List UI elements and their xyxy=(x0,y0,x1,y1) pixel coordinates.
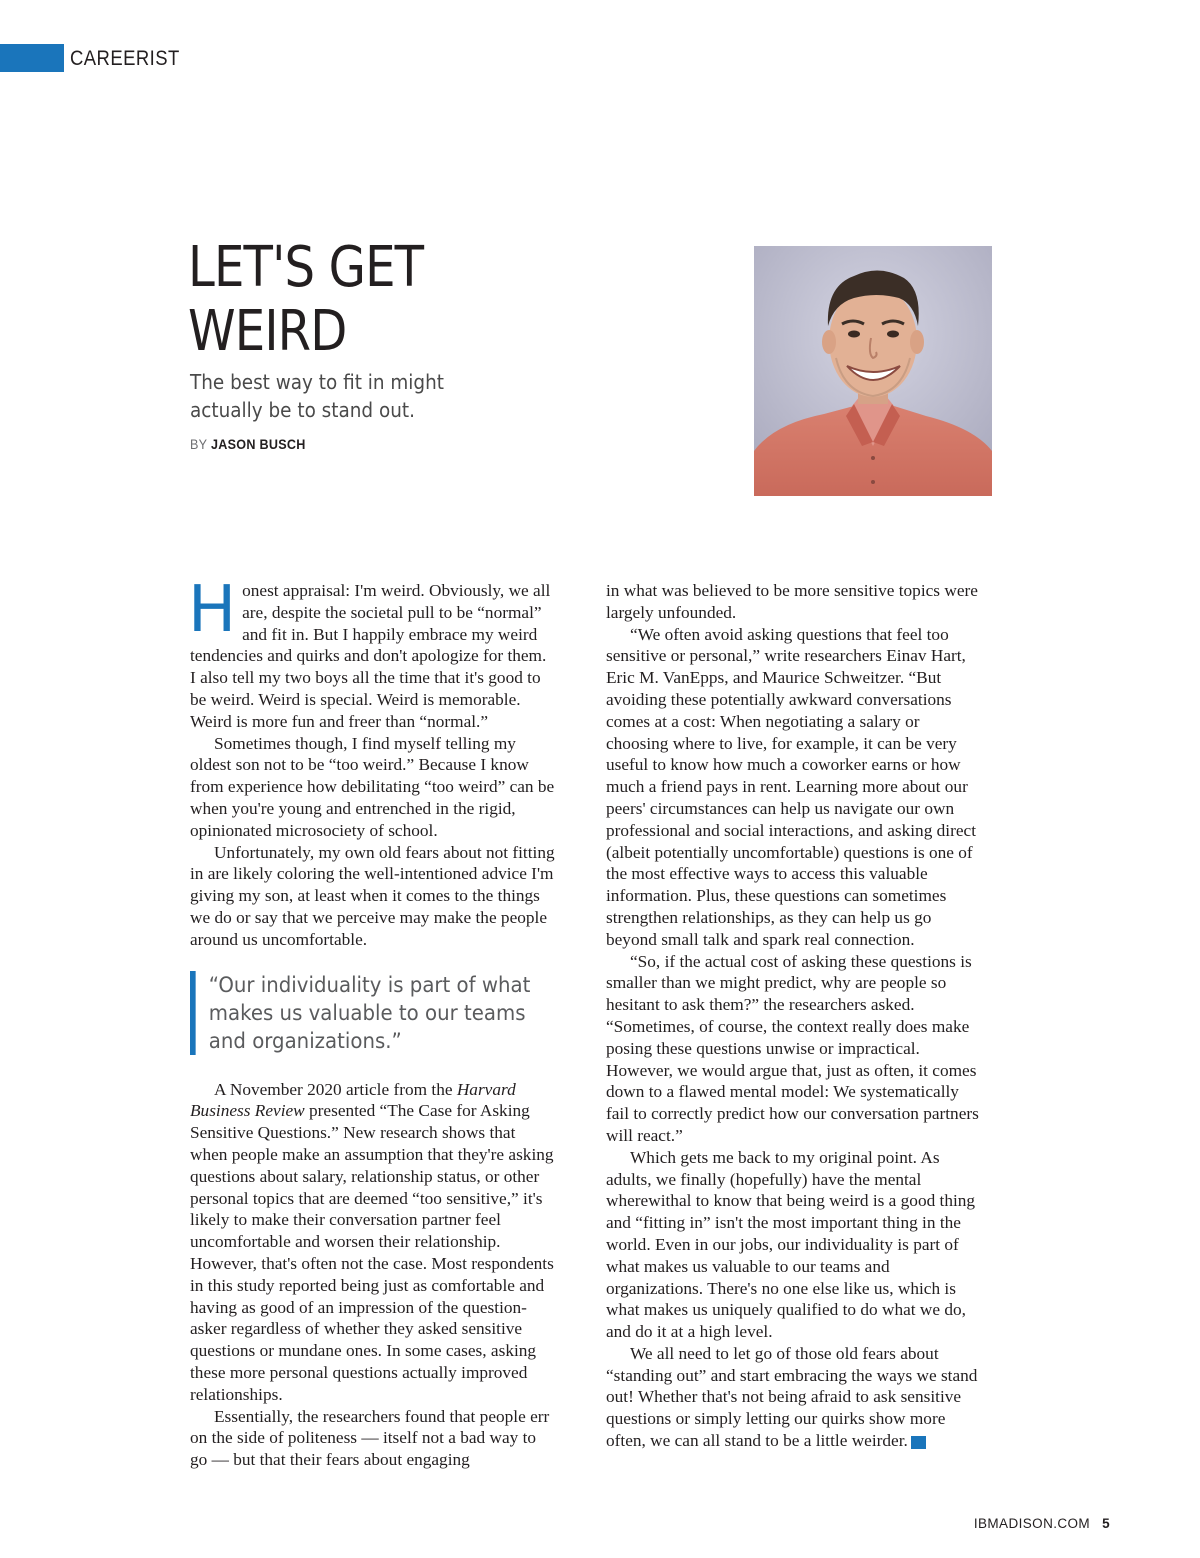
paragraph-text: onest appraisal: I'm weird. Obviously, we all are, despite the societal pull to be “normal” and fit in. But I happily embrace my weird tendencies and quirks and don't apologize for them. I also tell my two boys all the time that it's good to be weird. Weird is special. Weird is memorable. Weird is more fun and freer than “normal.” xyxy=(190,581,551,731)
page-number: 5 xyxy=(1102,1516,1110,1531)
paragraph: Sometimes though, I find myself telling my oldest son not to be “too weird.” Because I know from experience how debilitating “too weird” can be when you're young and entrenched in the rigid, opinionated microsociety of school. xyxy=(190,733,555,840)
pull-quote xyxy=(190,971,538,1055)
paragraph xyxy=(188,573,556,733)
paragraph-text: We all need to let go of those old fears about “standing out” and start embracing the ways we stand out! Whether that's not being afraid to ask sensitive questions or simply letting our quirks show more often, we can all stand to be a little weirder. xyxy=(606,1343,978,1451)
paragraph xyxy=(190,1079,556,1406)
paragraph: Essentially, the researchers found that people err on the side of politeness — itself not a bad way to go — but that their fears about engaging xyxy=(190,1406,550,1470)
paragraph-text: A November 2020 article from the xyxy=(214,1079,457,1099)
author-name: JASON BUSCH xyxy=(210,436,306,452)
page-footer xyxy=(974,1516,1110,1531)
end-mark-icon: IB xyxy=(911,1436,926,1449)
author-photo xyxy=(754,246,992,496)
section-color-bar xyxy=(0,44,64,72)
article-subtitle: The best way to fit in might actually be to stand out. xyxy=(190,370,444,422)
paragraph: Unfortunately, my own old fears about not fitting in are likely coloring the well-intentioned advice I'm giving my son, at least when it comes to the things we do or say that we perceive may make the people around us uncomfortable. xyxy=(190,842,555,949)
paragraph: “We often avoid asking questions that feel too sensitive or personal,” write researchers Einav Hart, Eric M. VanEpps, and Maurice Schweitzer. “But avoiding these potentially awkward conversations comes at a cost: When negotiating a salary or choosing where to live, for example, it can be very useful to know how much a coworker earns or how much a friend pays in rent. Learning more about our peers' circumstances can help us navigate our own professional and social interactions, and asking direct (albeit potentially uncomfortable) questions is one of the most effective ways to access this valuable information. Plus, these questions can sometimes strengthen relationships, as they can help us go beyond small talk and spark real connection. xyxy=(606,624,976,949)
paragraph: in what was believed to be more sensitive topics were largely unfounded. xyxy=(606,581,978,622)
article-title xyxy=(188,236,584,364)
paragraph xyxy=(606,1343,986,1452)
paragraph: Which gets me back to my original point. As adults, we finally (hopefully) have the mental wherewithal to know that being weird is a good thing and “fitting in” isn't the most important thing in the world. Even in our jobs, our individuality is part of what makes us valuable to our teams and organizations. There's no one else like us, which is what makes us uniquely qualified to do what we do, and do it at a high level. xyxy=(606,1147,976,1342)
body-column-left xyxy=(188,573,556,1471)
drop-cap: H xyxy=(188,573,237,647)
section-label: CAREERIST xyxy=(70,47,180,70)
paragraph: “So, if the actual cost of asking these questions is smaller than we might predict, why are people so hesitant to ask them?” the researchers asked. “Sometimes, of course, the context really does make posing these questions unwise or impractical. However, we would argue that, just as often, it comes down to a flawed mental model: We systematically fail to correctly predict how our conversation partners will react.” xyxy=(606,951,979,1145)
title-line-2: WEIRD xyxy=(188,299,347,364)
publication-title: Harvard Business Review xyxy=(190,1079,516,1121)
pull-quote-text: “Our individuality is part of what makes us valuable to our teams and organizations.” xyxy=(208,972,531,1053)
title-line-1: LET'S GET xyxy=(188,235,424,300)
footer-site: IBMADISON.COM xyxy=(973,1516,1091,1531)
author-portrait-icon xyxy=(754,246,992,496)
byline-prefix: BY xyxy=(190,436,208,452)
byline xyxy=(190,436,306,452)
body-column-right xyxy=(606,580,986,1452)
paragraph-text: presented “The Case for Asking Sensitive Questions.” New research shows that when people make an assumption that they're asking questions about salary, relationship status, or other personal topics that are deemed “too sensitive,” it's likely to make their conversation partner feel uncomfortable and worsen their relationship. However, that's often not the case. Most respondents in this study reported being just as comfortable and having as good of an impression of the question-asker regardless of whether they asked sensitive questions or mundane ones. In some cases, asking these more personal questions actually improved relationships. xyxy=(190,1101,554,1404)
